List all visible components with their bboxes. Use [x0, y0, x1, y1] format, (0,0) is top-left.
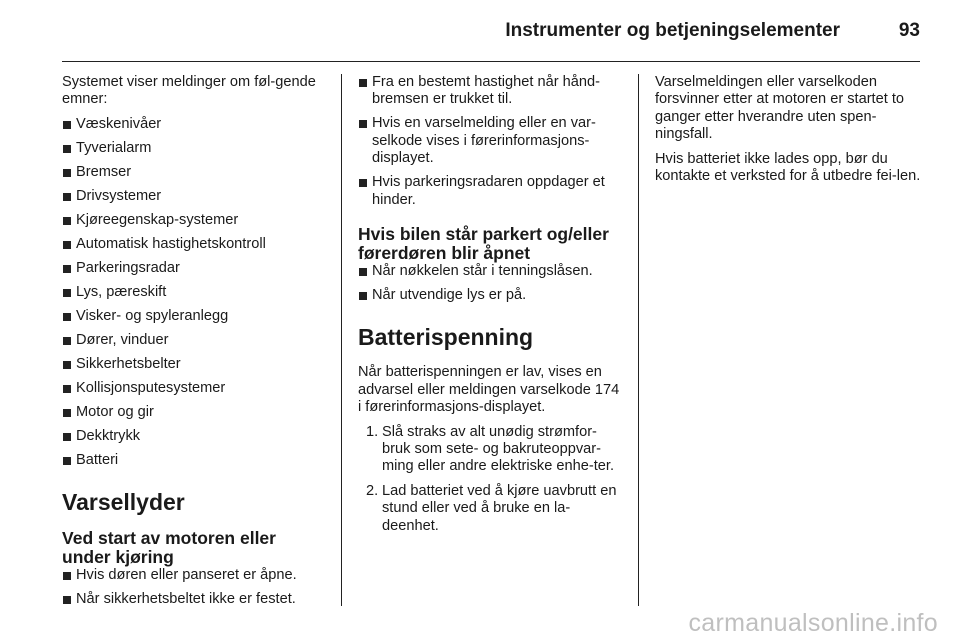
list-item: Når nøkkelen står i tenningslåsen.: [358, 263, 624, 280]
section-heading-varsellyder: Varsellyder: [62, 489, 185, 516]
warning-condition-list-continued: [358, 74, 624, 209]
list-item: [358, 483, 624, 535]
header-divider: [62, 61, 920, 62]
list-item: Drivsystemer: [62, 188, 328, 205]
column-left: [62, 74, 328, 615]
list-item: Kollisjonsputesystemer: [62, 380, 328, 397]
paragraph: Varselmeldingen eller varselkoden forsvinner etter at motoren er startet to ganger etter hverandre uten spen-ningsfall.: [655, 74, 905, 143]
topic-list: [62, 116, 328, 469]
list-item: Bremser: [62, 164, 328, 181]
list-item: Væskenivåer: [62, 116, 328, 133]
list-item: Tyverialarm: [62, 140, 328, 157]
list-item: Når sikkerhetsbeltet ikke er festet.: [62, 591, 328, 608]
subsection-heading-parked: Hvis bilen står parkert og/eller førerdøren blir åpnet: [358, 224, 609, 264]
page-header-title: Instrumenter og betjeningselementer: [505, 20, 840, 41]
list-item: Hvis en varselmelding eller en var-selkode vises i førerinformasjons-displayet.: [358, 115, 624, 167]
list-item: Lys, pæreskift: [62, 284, 328, 301]
list-item: [358, 424, 624, 476]
warning-condition-list: [62, 567, 328, 608]
step-text: Slå straks av alt unødig strømfor-bruk som sete- og bakruteoppvar-ming eller andre elektriske enhe-ter.: [382, 423, 614, 475]
list-item: Hvis parkeringsradaren oppdager et hinder.: [358, 174, 624, 209]
step-number: 1.: [366, 423, 379, 440]
battery-steps: [358, 424, 624, 535]
list-item: Parkeringsradar: [62, 260, 328, 277]
list-item: Når utvendige lys er på.: [358, 287, 624, 304]
intro-paragraph: Systemet viser meldinger om føl-gende emner:: [62, 74, 316, 108]
section-heading-batterispenning: Batterispenning: [358, 324, 534, 351]
step-text: Lad batteriet ved å kjøre uavbrutt en stund eller ved å bruke en la-deenhet.: [382, 482, 617, 534]
list-item: Sikkerhetsbelter: [62, 356, 328, 373]
list-item: Fra en bestemt hastighet når hånd-bremsen er trukket til.: [358, 74, 624, 109]
list-item: Kjøreegenskap-systemer: [62, 212, 328, 229]
list-item: Automatisk hastighetskontroll: [62, 236, 328, 253]
list-item: Visker- og spyleranlegg: [62, 308, 328, 325]
column-right: [655, 74, 923, 192]
battery-paragraph: Når batterispenningen er lav, vises en advarsel eller meldingen varselkode 174 i førerinformasjons-displayet.: [358, 364, 620, 416]
list-item: Hvis døren eller panseret er åpne.: [62, 567, 328, 584]
list-item: Motor og gir: [62, 404, 328, 421]
list-item: Dekktrykk: [62, 428, 328, 445]
column-middle: [358, 74, 624, 542]
watermark: carmanualsonline.info: [688, 609, 938, 637]
step-number: 2.: [366, 482, 379, 499]
subsection-heading-engine-start: Ved start av motoren eller under kjøring: [62, 528, 276, 568]
list-item: Batteri: [62, 452, 328, 469]
page-number: 93: [898, 20, 920, 41]
column-divider: [341, 74, 342, 606]
parked-condition-list: [358, 263, 624, 304]
column-divider: [638, 74, 639, 606]
list-item: Dører, vinduer: [62, 332, 328, 349]
paragraph: Hvis batteriet ikke lades opp, bør du kontakte et verksted for å utbedre fei-len.: [655, 150, 921, 185]
